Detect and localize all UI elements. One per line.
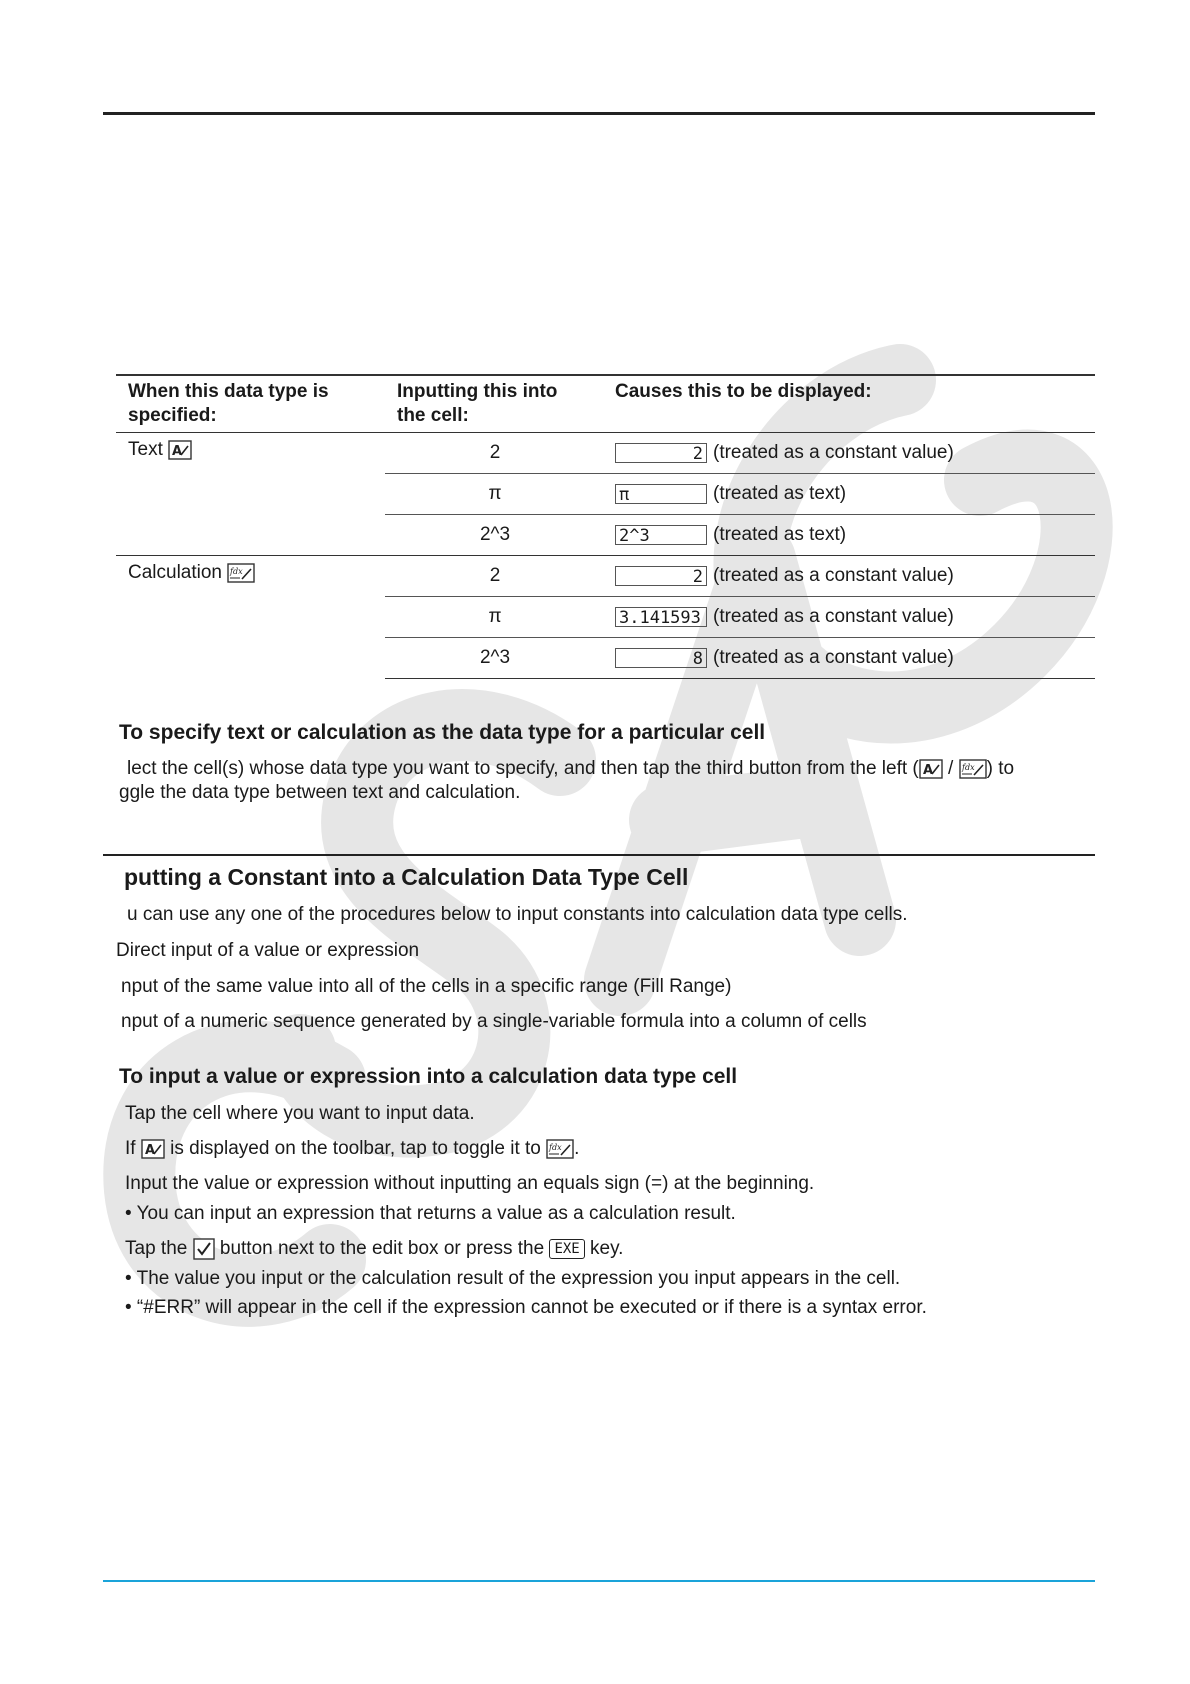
svg-text:fdx: fdx	[230, 566, 243, 576]
top-rule	[103, 112, 1095, 115]
display-note: (treated as a constant value)	[713, 606, 954, 627]
svg-text:fdx: fdx	[961, 762, 975, 772]
display-note: (treated as a constant value)	[713, 647, 954, 668]
display-note: (treated as text)	[713, 483, 847, 504]
data-type-table	[116, 374, 1095, 679]
header-display: Causes this to be displayed:	[615, 381, 872, 402]
list-item: Direct input of a value or expression	[116, 940, 420, 961]
section-rule	[103, 854, 1095, 856]
list-item: nput of the same value into all of the cells in a specific range (Fill Range)	[121, 976, 732, 997]
text-mode-icon	[168, 440, 192, 460]
display-box: 3.141593	[615, 607, 707, 627]
display-box: π	[615, 484, 707, 504]
display-note: (treated as a constant value)	[713, 442, 954, 463]
step-2: If A is displayed on the toolbar, tap to toggle it to fdx .	[125, 1138, 580, 1159]
display-note: (treated as text)	[713, 524, 847, 545]
step-4-note-1: • The value you input or the calculation result of the expression you input appears in the cell.	[125, 1268, 901, 1289]
section-heading-specify-type: To specify text or calculation as the data type for a particular cell	[119, 721, 766, 744]
svg-text:fdx: fdx	[549, 1142, 562, 1152]
list-item: nput of a numeric sequence generated by a single-variable formula into a column of cells	[121, 1011, 867, 1032]
table-row	[116, 433, 1095, 474]
paragraph-specify-line1: lect the cell(s) whose data type you want to specify, and then tap the third button from the left ( A / fdx ) to	[127, 758, 1015, 779]
display-box: 2	[615, 443, 707, 463]
input-value: 2^3	[385, 515, 603, 556]
section-heading-input-value: To input a value or expression into a calculation data type cell	[119, 1065, 738, 1088]
display-box: 2	[615, 566, 707, 586]
svg-text:A: A	[922, 762, 933, 778]
step-1: Tap the cell where you want to input data.	[125, 1103, 475, 1124]
step-4-note-2: • “#ERR” will appear in the cell if the expression cannot be executed or if there is a syntax error.	[125, 1297, 927, 1318]
exe-key-icon: EXE	[549, 1239, 584, 1259]
input-value: 2	[385, 556, 603, 597]
calc-mode-icon	[227, 563, 255, 583]
header-data-type: When this data type is specified:	[128, 381, 329, 426]
display-cell	[603, 597, 1095, 638]
text-mode-icon	[141, 1139, 165, 1159]
display-box: 8	[615, 648, 707, 668]
checkmark-icon	[193, 1238, 215, 1260]
table-header-row	[116, 375, 1095, 433]
input-value: π	[385, 597, 603, 638]
display-note: (treated as a constant value)	[713, 565, 954, 586]
svg-text:A: A	[172, 443, 183, 459]
step-3: Input the value or expression without inputting an equals sign (=) at the beginning.	[125, 1173, 815, 1194]
table-row	[116, 556, 1095, 597]
type-cell-text: Text A	[116, 433, 385, 556]
input-value: π	[385, 474, 603, 515]
display-cell	[603, 474, 1095, 515]
calc-mode-icon	[546, 1139, 574, 1159]
text-mode-icon	[919, 759, 943, 779]
header-input: Inputting this into the cell:	[397, 381, 558, 426]
display-box: 2^3	[615, 525, 707, 545]
paragraph-specify-line2: ggle the data type between text and calculation.	[119, 782, 521, 803]
display-cell	[603, 515, 1095, 556]
display-cell	[603, 638, 1095, 679]
svg-text:A: A	[144, 1142, 155, 1158]
footer-rule	[103, 1580, 1095, 1582]
type-cell-calculation: Calculation fdx	[116, 556, 385, 679]
calc-mode-icon	[959, 759, 987, 779]
paragraph-intro: u can use any one of the procedures below to input constants into calculation data type cells.	[127, 904, 908, 925]
step-4: Tap the button next to the edit box or press the EXE key.	[125, 1238, 624, 1260]
section-title-constant: putting a Constant into a Calculation Data Type Cell	[124, 864, 689, 890]
display-cell	[603, 556, 1095, 597]
input-value: 2^3	[385, 638, 603, 679]
display-cell	[603, 433, 1095, 474]
step-3-note: • You can input an expression that returns a value as a calculation result.	[125, 1203, 736, 1224]
input-value: 2	[489, 442, 501, 463]
